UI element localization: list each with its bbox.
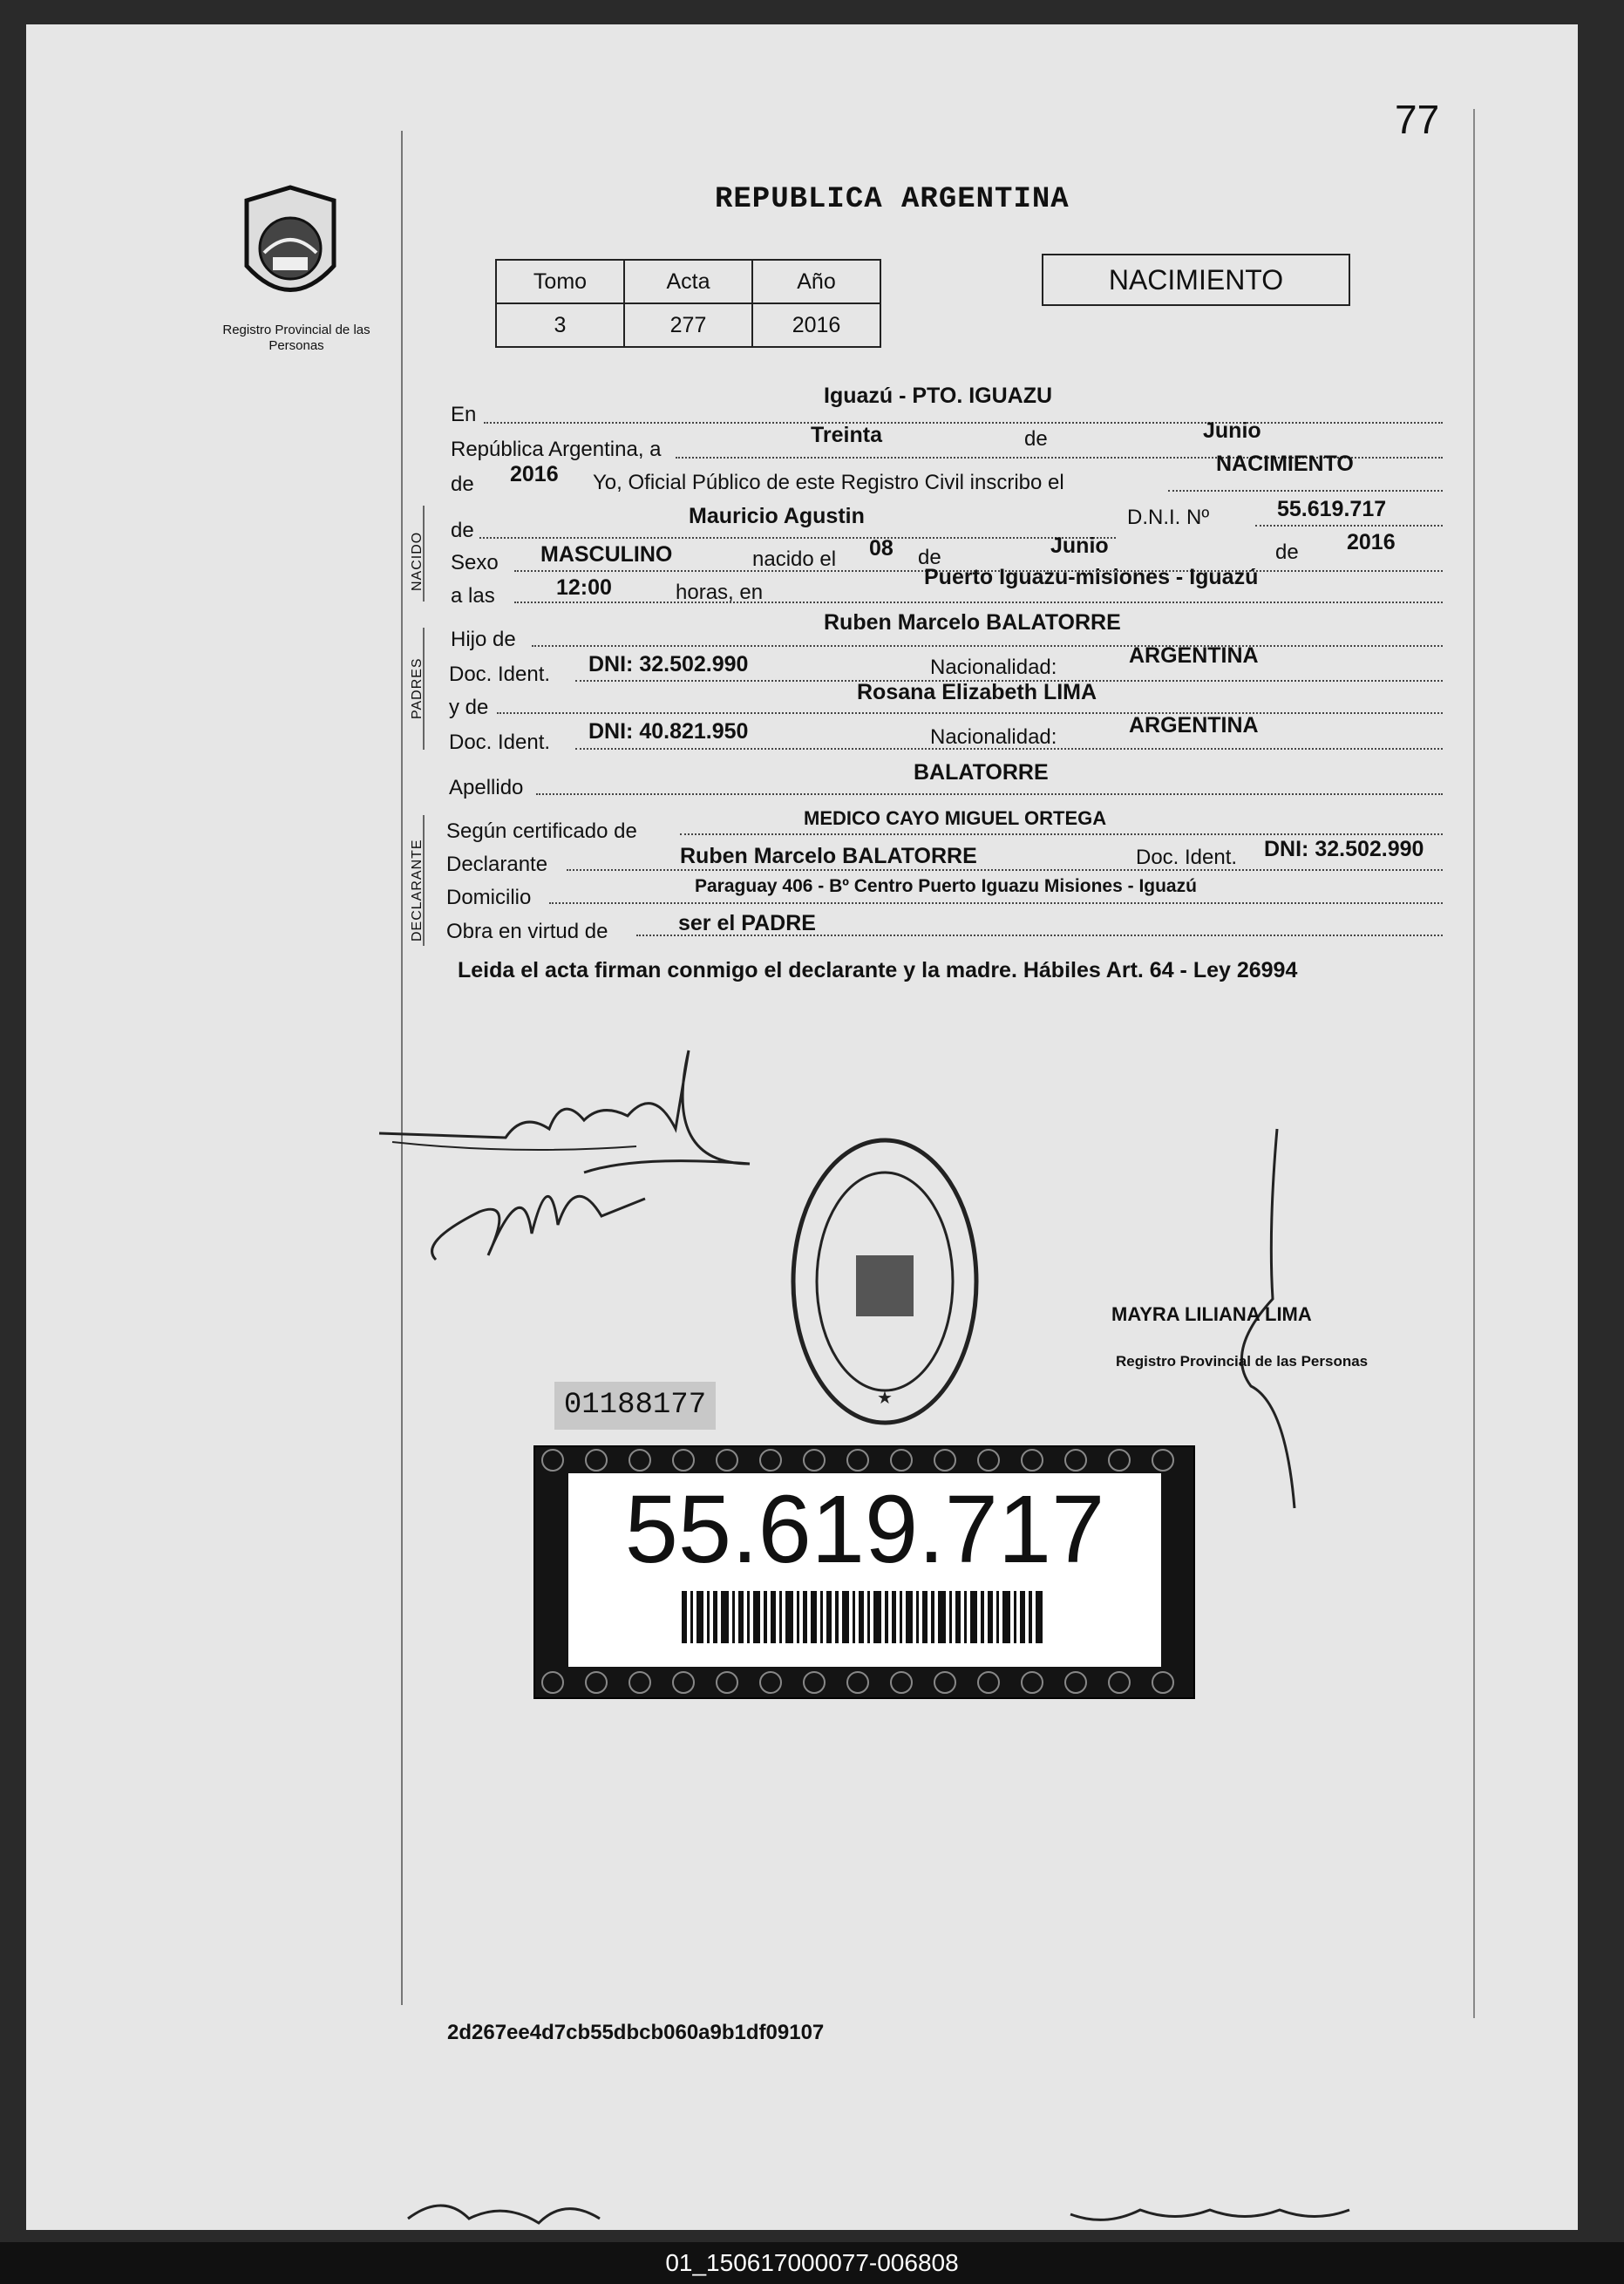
svg-text:★: ★	[877, 1389, 893, 1408]
child-dni: 55.619.717	[1277, 497, 1387, 521]
de-label: de	[1275, 540, 1299, 564]
dotted-line	[532, 643, 1443, 647]
tomo-value: 3	[496, 303, 624, 347]
nacido-label: nacido el	[752, 547, 837, 571]
dotted-line	[514, 600, 1443, 603]
dotted-line	[479, 535, 1116, 539]
hologram-label	[568, 1473, 1161, 1667]
section-padres: PADRES	[410, 657, 425, 719]
tomo-header: Tomo	[496, 260, 624, 303]
dotted-line	[484, 420, 1443, 424]
father-nationality: ARGENTINA	[1129, 643, 1259, 668]
official-title: Registro Provincial de las Personas	[1116, 1353, 1369, 1370]
city-value: Iguazú - PTO. IGUAZU	[824, 384, 1053, 408]
birth-month: Junio	[1050, 534, 1109, 558]
declarante-label: Declarante	[446, 853, 548, 876]
province-logo-icon	[234, 183, 347, 314]
birth-day: 08	[869, 536, 894, 561]
nationality-label: Nacionalidad:	[930, 725, 1057, 749]
inscribe-text: Yo, Oficial Público de este Registro Civil inscribo el	[593, 471, 1064, 494]
hologram-number: 55.619.717	[624, 1476, 1105, 1583]
year-value: 2016	[510, 462, 559, 486]
mother-nationality: ARGENTINA	[1129, 713, 1259, 738]
dotted-line	[567, 867, 1443, 871]
document-type-box: NACIMIENTO	[1042, 254, 1350, 306]
apellido-label: Apellido	[449, 776, 524, 799]
event-value: NACIMIENTO	[1216, 452, 1354, 476]
certifier-value: MEDICO CAYO MIGUEL ORTEGA	[804, 807, 1107, 829]
dotted-line	[549, 901, 1443, 904]
month-value: Junio	[1203, 418, 1261, 443]
de-label: de	[1024, 427, 1048, 451]
right-margin-line	[1473, 109, 1475, 2018]
volume-table	[495, 259, 881, 348]
declarant-doc: DNI: 32.502.990	[1264, 837, 1424, 861]
control-number: 01188177	[554, 1382, 716, 1430]
capacity-value: ser el PADRE	[678, 911, 816, 935]
acta-header: Acta	[624, 260, 752, 303]
dotted-line	[1168, 488, 1443, 492]
security-hologram	[533, 1445, 1195, 1699]
official-name: MAYRA LILIANA LIMA	[1111, 1303, 1312, 1325]
mother-name: Rosana Elizabeth LIMA	[857, 680, 1097, 704]
closing-statement: Leida el acta firman conmigo el declarante y la madre. Hábiles Art. 64 - Ley 26994	[458, 958, 1298, 982]
time-value: 12:00	[556, 575, 612, 600]
acta-value: 277	[624, 303, 752, 347]
address-value: Paraguay 406 - Bº Centro Puerto Iguazu Misiones - Iguazú	[695, 876, 1197, 896]
hijo-label: Hijo de	[451, 628, 516, 651]
doc-label: Doc. Ident.	[449, 663, 551, 686]
section-declarante: DECLARANTE	[410, 839, 425, 941]
alas-label: a las	[451, 584, 495, 608]
birth-place: Puerto Iguazu-misiones - Iguazú	[924, 565, 1259, 589]
dotted-line	[680, 832, 1443, 835]
birth-year: 2016	[1347, 530, 1396, 554]
father-doc: DNI: 32.502.990	[588, 652, 749, 676]
en-label: En	[451, 403, 477, 426]
obra-label: Obra en virtud de	[446, 920, 608, 943]
mother-doc: DNI: 40.821.950	[588, 719, 749, 744]
de-label: de	[451, 472, 474, 496]
dotted-line	[497, 710, 1443, 714]
child-name: Mauricio Agustin	[689, 504, 865, 528]
ano-header: Año	[752, 260, 880, 303]
page-number: 77	[1395, 97, 1440, 142]
footer-filename: 01_150617000077-006808	[0, 2242, 1624, 2284]
segun-label: Según certificado de	[446, 819, 637, 843]
republic-label: República Argentina, a	[451, 438, 662, 461]
domicilio-label: Domicilio	[446, 886, 532, 909]
sex-value: MASCULINO	[540, 542, 673, 567]
section-nacido: NACIDO	[410, 531, 425, 591]
dni-label: D.N.I. Nº	[1127, 506, 1210, 529]
de-label: de	[451, 519, 474, 542]
declarant-name: Ruben Marcelo BALATORRE	[680, 844, 977, 868]
sexo-label: Sexo	[451, 551, 499, 574]
certificate-sheet	[26, 24, 1578, 2230]
dotted-line	[575, 746, 1443, 750]
horas-label: horas, en	[676, 581, 764, 604]
registry-caption: Registro Provincial de las Personas	[222, 323, 370, 353]
ano-value: 2016	[752, 303, 880, 347]
surname-value: BALATORRE	[914, 760, 1049, 785]
next-page-edge	[391, 2184, 1524, 2236]
barcode-icon	[682, 1591, 1048, 1643]
dotted-line	[1255, 523, 1443, 527]
dotted-line	[536, 792, 1443, 795]
de-label: de	[918, 546, 941, 569]
day-words: Treinta	[811, 423, 882, 447]
doc-label: Doc. Ident.	[1136, 846, 1238, 869]
registry-seal-icon	[785, 1133, 985, 1430]
dotted-line	[636, 933, 1443, 936]
declarant-signature	[375, 1033, 793, 1277]
document-title: REPUBLICA ARGENTINA	[715, 183, 1070, 216]
father-name: Ruben Marcelo BALATORRE	[824, 610, 1121, 635]
doc-label: Doc. Ident.	[449, 731, 551, 754]
nationality-label: Nacionalidad:	[930, 656, 1057, 679]
document-hash: 2d267ee4d7cb55dbcb060a9b1df09107	[447, 2021, 825, 2044]
yde-label: y de	[449, 696, 489, 719]
